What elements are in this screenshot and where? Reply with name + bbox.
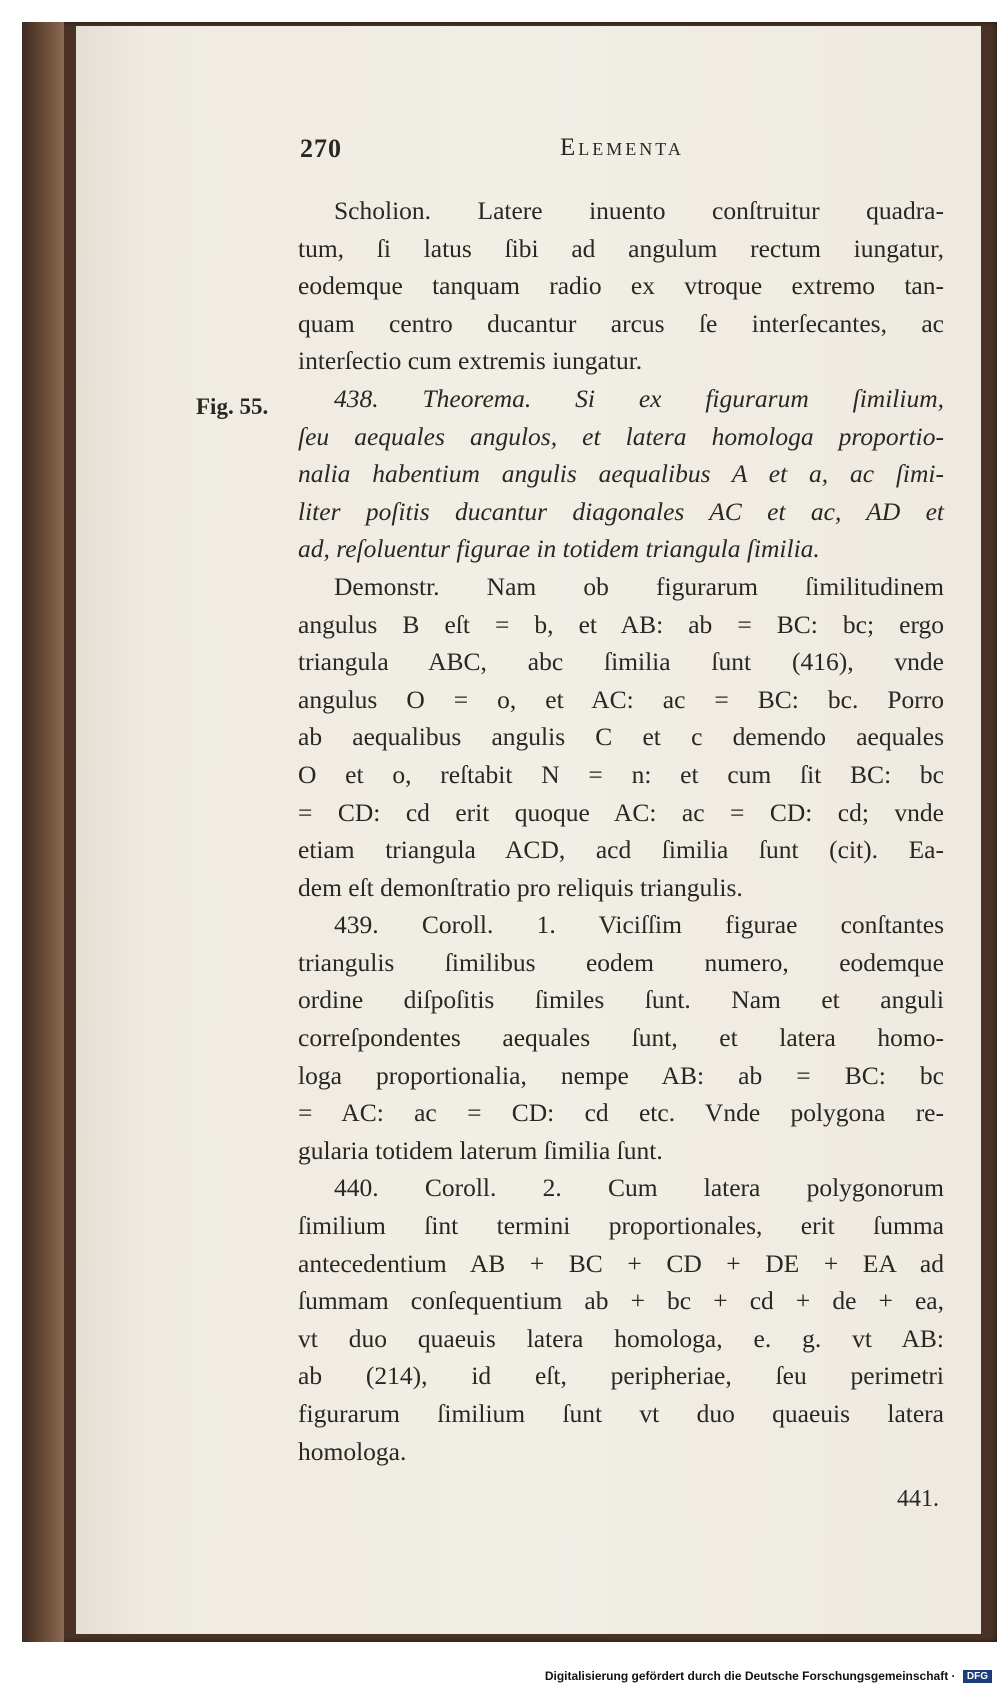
text-line: figurarum ſimilium ſunt vt duo quaeuis latera bbox=[298, 1399, 944, 1428]
text-line: ab aequalibus angulis C et c demendo aequales bbox=[298, 722, 944, 752]
text-line: correſpondentes aequales ſunt, et latera homo- bbox=[298, 1023, 944, 1053]
text-line: 440. Coroll. 2. Cum latera polygonorum bbox=[334, 1173, 944, 1203]
text-line: angulus O = o, et AC: ac = BC: bc. Porro bbox=[298, 684, 944, 714]
text-line: 438. Theorema. Si ex figurarum ſimilium, bbox=[334, 383, 944, 413]
dfg-logo: DFG bbox=[963, 1670, 992, 1683]
text-line: gularia totidem laterum ſimilia ſunt. bbox=[298, 1135, 663, 1165]
text-line: vt duo quaeuis latera homologa, e. g. vt AB: bbox=[298, 1323, 944, 1353]
text-line: tum, ſi latus ſibi ad angulum rectum iungatur, bbox=[298, 233, 944, 263]
text-line: homologa. bbox=[298, 1436, 407, 1466]
text-line: interſectio cum extremis iungatur. bbox=[298, 346, 643, 376]
text-line: ſummam conſequentium ab + bc + cd + de + ea, bbox=[298, 1286, 944, 1316]
body-text bbox=[298, 192, 944, 1470]
text-line: = AC: ac = CD: cd etc. Vnde polygona re- bbox=[298, 1098, 944, 1128]
text-line: antecedentium AB + BC + CD + DE + EA ad bbox=[298, 1248, 944, 1278]
text-line: = CD: cd erit quoque AC: ac = CD: cd; vnde bbox=[298, 797, 944, 827]
text-line: triangula ABC, abc ſimilia ſunt (416), vnde bbox=[298, 647, 944, 677]
text-line: etiam triangula ACD, acd ſimilia ſunt (cit). Ea- bbox=[298, 835, 944, 865]
text-line: ordine diſpoſitis ſimiles ſunt. Nam et anguli bbox=[298, 985, 944, 1015]
text-line: Scholion. Latere inuento conſtruitur quadra- bbox=[334, 196, 944, 225]
text-line: dem eſt demonſtratio pro reliquis triangulis. bbox=[298, 872, 743, 902]
book-scan bbox=[22, 22, 997, 1642]
text-line: Demonstr. Nam ob figurarum ſimilitudinem bbox=[334, 571, 944, 601]
text-line: nalia habentium angulis aequalibus A et a, ac ſimi- bbox=[298, 459, 944, 489]
text-line: ab (214), id eſt, peripheriae, ſeu perimetri bbox=[298, 1361, 944, 1391]
text-line: ſeu aequales angulos, et latera homologa proportio- bbox=[298, 421, 944, 451]
text-line: eodemque tanquam radio ex vtroque extremo tan- bbox=[298, 271, 944, 301]
text-line: ad, reſoluentur figurae in totidem triangula ſimilia. bbox=[298, 534, 820, 564]
running-title: Elementa bbox=[560, 134, 684, 161]
text-line: angulus B eſt = b, et AB: ab = BC: bc; ergo bbox=[298, 609, 944, 639]
book-spine bbox=[22, 22, 64, 1642]
page bbox=[76, 26, 981, 1634]
text-line: quam centro ducantur arcus ſe interſecantes, ac bbox=[298, 308, 944, 338]
page-number: 270 bbox=[300, 134, 342, 163]
page-header bbox=[76, 130, 981, 174]
text-line: 439. Coroll. 1. Viciſſim figurae conſtantes bbox=[334, 910, 944, 940]
figure-reference: Fig. 55. bbox=[196, 394, 269, 419]
text-line: triangulis ſimilibus eodem numero, eodemque bbox=[298, 947, 944, 977]
text-line: O et o, reſtabit N = n: et cum ſit BC: bc bbox=[298, 759, 944, 789]
footer-credit-text: Digitalisierung gefördert durch die Deutsche Forschungsgemeinschaft · bbox=[544, 1668, 956, 1683]
catchword: 441. bbox=[897, 1486, 939, 1512]
text-line: ſimilium ſint termini proportionales, erit ſumma bbox=[298, 1211, 944, 1241]
text-line: loga proportionalia, nempe AB: ab = BC: bc bbox=[298, 1060, 944, 1090]
footer-credit bbox=[0, 1669, 992, 1683]
text-line: liter poſitis ducantur diagonales AC et ac, AD et bbox=[298, 496, 944, 526]
